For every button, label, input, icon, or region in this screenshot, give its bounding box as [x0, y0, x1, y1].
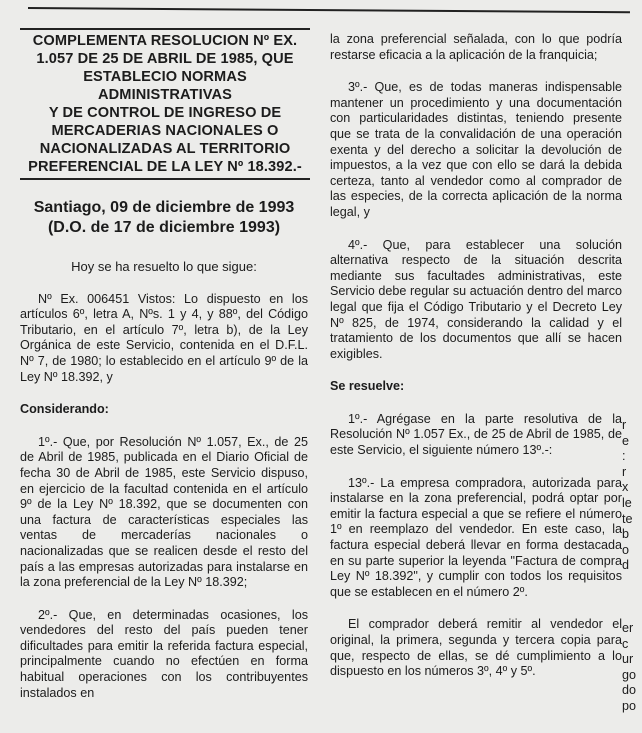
resuelve-paragraph-comprador: El comprador deberá remitir al vendedor el original, la primera, segunda y tercera copia para que, respecto de ellas, se dé cumplimiento a lo dispuesto en los números 3º, 4º y 5º.: [330, 617, 622, 679]
title-line: PREFERENCIAL DE LA LEY Nº 18.392.-: [28, 159, 302, 175]
date-line: Santiago, 09 de diciembre de 1993: [33, 199, 295, 216]
edge-fragment: d: [622, 558, 630, 573]
edge-fragment: ur: [622, 652, 634, 667]
edge-fragment: r: [622, 418, 627, 432]
edge-fragment: e: [622, 433, 630, 448]
title-line: 1.057 DE 25 DE ABRIL DE 1985, QUE: [36, 51, 294, 67]
title-line: COMPLEMENTA RESOLUCION Nº EX.: [32, 33, 298, 49]
edge-fragment: le: [622, 495, 632, 510]
considerando-paragraph-2-continued: la zona preferencial señalada, con lo que podría restarse eficacia a la aplicación de la franquicia;: [330, 32, 622, 62]
left-column: [20, 28, 308, 701]
edge-fragment: te: [622, 511, 633, 526]
resuelve-paragraph-13: 13º.- La empresa compradora, autorizada para instalarse en la zona preferencial, podrá optar por emitir la factura especial a que se refiere el número 1º en reemplazo del vendedor. En este caso, la factura especial deberá llevar en forma destacada en su parte superior la leyenda "Factura de compra Ley Nº 18.392", y cumplir con todos los requisitos que se establecen en el número 2º.: [330, 475, 622, 599]
edge-fragment: po: [622, 698, 637, 713]
considerando-paragraph-1: 1º.- Que, por Resolución Nº 1.057, Ex., de 25 de Abril de 1985, publicada en el Diario Oficial de fecha 30 de Abril de 1985, este Servicio dispuso, en ejercicio de la facultad contenida en el artículo 9º de la Ley Nº 18.392, que se documenten con una factura de características especiales las ventas de mercaderías nacionales o nacionalizadas que se realicen desde el resto del país a las empresas autorizadas para instalarse en la zona preferencial de la Ley Nº 18.392;: [20, 434, 308, 590]
resuelve-heading: Se resuelve:: [330, 379, 405, 394]
edge-fragment: :: [622, 449, 626, 464]
edge-fragment: x: [622, 480, 629, 495]
edge-fragment: er: [622, 621, 634, 635]
edge-fragment: go: [622, 667, 637, 682]
edge-fragment: o: [622, 542, 630, 557]
edge-fragment: r: [622, 464, 627, 479]
next-page-edge-bottom: [622, 621, 642, 715]
considerando-paragraph-4: 4º.- Que, para establecer una solución alternativa respecto de la situación descrita mediante sus facultades administrativas, este Servicio debe regular su actuación dentro del marco legal que fija el Código Tributario y el Decreto Ley Nº 825, de 1974, considerando la calidad y el tratamiento de los documentos que allí se hacen exigibles.: [330, 237, 622, 361]
edge-fragment: do: [622, 683, 637, 698]
edge-fragment: b: [622, 527, 630, 542]
title-line: NACIONALIZADAS AL TERRITORIO: [39, 141, 291, 157]
title-line: MERCADERIAS NACIONALES O: [51, 123, 279, 139]
resuelve-paragraph-1: 1º.- Agrégase en la parte resolutiva de la Resolución Nº 1.057 Ex., de 25 de Abril de 1985, de este Servicio, el siguiente número 13º.-:: [330, 411, 622, 458]
right-column: [330, 32, 622, 680]
considerando-paragraph-3: 3º.- Que, es de todas maneras indispensable mantener un procedimiento y una documentación con particularidades distintas, teniendo presente que se trata de la convalidación de una operación exenta y del derecho a solicitar la devolución de impuestos, a la vez que con ello se dará la debida certeza, tanto al vendedor como al comprador de las especies, de la correcta aplicación de la norma legal, y: [330, 80, 622, 219]
top-rule: [28, 7, 630, 13]
title-line: Y DE CONTROL DE INGRESO DE: [48, 105, 282, 121]
next-page-edge-top: [622, 418, 642, 574]
considerando-heading: Considerando:: [20, 402, 109, 417]
publication-line: (D.O. de 17 de diciembre 1993): [47, 219, 281, 236]
title-line: ESTABLECIO NORMAS ADMINISTRATIVAS: [83, 69, 247, 103]
vistos-paragraph: Nº Ex. 006451 Vistos: Lo dispuesto en los artículos 6º, letra A, Nºs. 1 y 4, y 88º, del Código Tributario, en el artículo 7º, letra b), de la Ley Orgánica de este Servicio, contenida en el D.F.L. Nº 7, de 1980; lo establecido en el artículo 9º de la Ley Nº 18.392, y: [20, 291, 308, 384]
date-block: [20, 198, 308, 238]
edge-fragment: c: [622, 636, 629, 651]
intro-text: Hoy se ha resuelto lo que sigue:: [71, 259, 257, 274]
considerando-paragraph-2: 2º.- Que, en determinadas ocasiones, los vendedores del resto del país pueden tener dificultades para emitir la referida factura especial, principalmente cuando no efectúen en forma habitual operaciones con los contribuyentes instalados en: [20, 607, 308, 700]
document-title: [20, 28, 310, 180]
